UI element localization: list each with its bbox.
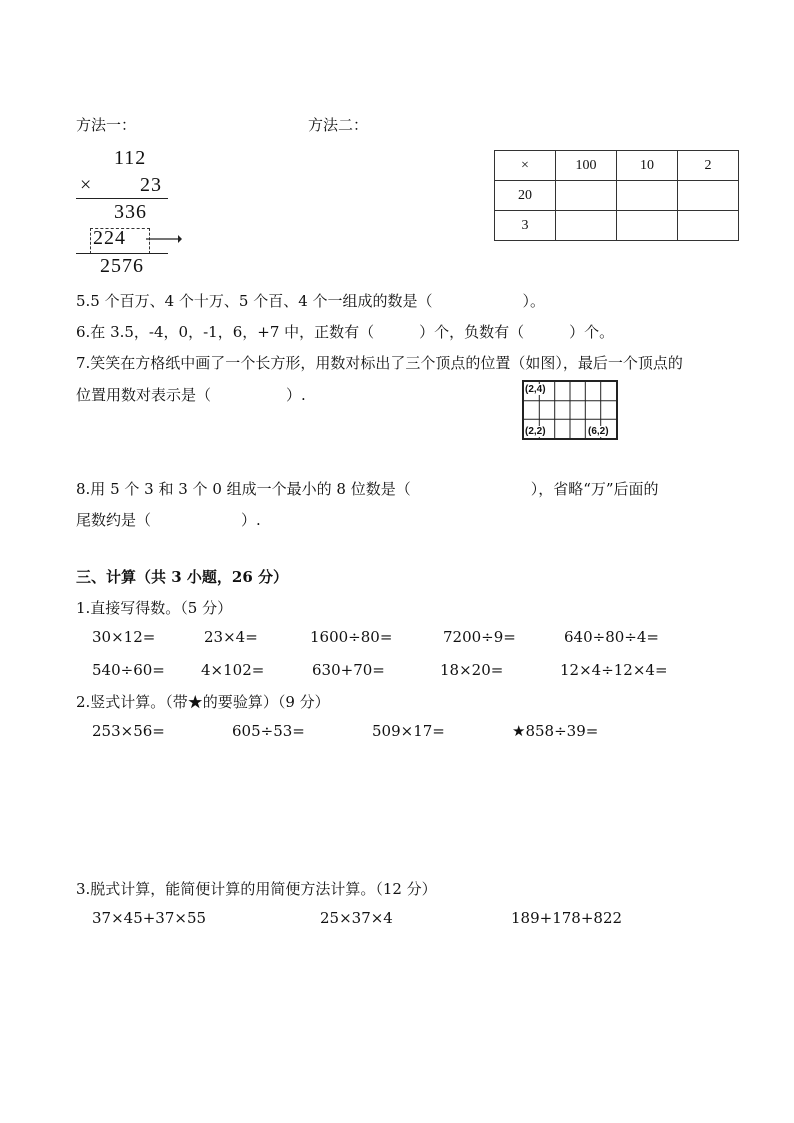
oral-calc-item: 18×20= — [440, 661, 504, 679]
table-row — [495, 211, 739, 241]
column-calc-item: 509×17= — [372, 722, 445, 740]
stepwise-calc-item: 25×37×4 — [320, 909, 393, 927]
table-cell: 2 — [678, 151, 739, 181]
arrow-right-icon — [146, 232, 182, 246]
oral-calc-item: 7200÷9= — [443, 628, 516, 646]
vm-row5: 2576 — [100, 255, 144, 277]
vm-line-2 — [76, 253, 168, 254]
table-header-row — [495, 151, 739, 181]
question-8-line1: 8.用 5 个 3 和 3 个 0 组成一个最小的 8 位数是（ ），省略“万”后面的 — [76, 480, 659, 498]
table-cell-blank[interactable] — [556, 181, 617, 211]
question-8-line2: 尾数约是（ ）. — [76, 511, 261, 529]
table-cell-blank[interactable] — [556, 211, 617, 241]
table-cell: 3 — [495, 211, 556, 241]
table-row — [495, 181, 739, 211]
part-3-title: 3.脱式计算，能简便计算的用简便方法计算。（12 分） — [76, 880, 437, 898]
table-cell: 100 — [556, 151, 617, 181]
method-one-label: 方法一： — [76, 116, 137, 134]
oral-calc-item: 30×12= — [92, 628, 156, 646]
table-cell: 20 — [495, 181, 556, 211]
vm-row4: 224 — [93, 227, 126, 249]
vm-line-1 — [76, 198, 168, 199]
grid-label-a: (2,4) — [525, 384, 546, 395]
question-7-line2: 位置用数对表示是（ ）. — [76, 386, 306, 404]
grid-label-b: (2,2) — [525, 426, 546, 437]
question-7-line1: 7.笑笑在方格纸中画了一个长方形，用数对标出了三个顶点的位置（如图），最后一个顶点的 — [76, 354, 683, 372]
vm-row2: 23 — [140, 174, 162, 196]
question-5: 5.5 个百万、4 个十万、5 个百、4 个一组成的数是（ ）。 — [76, 292, 546, 310]
table-cell: × — [495, 151, 556, 181]
table-cell-blank[interactable] — [617, 181, 678, 211]
stepwise-calc-item: 189+178+822 — [511, 909, 623, 927]
vm-row3: 336 — [114, 201, 147, 223]
question-6: 6.在 3.5，-4，0，-1，6，+7 中，正数有（ ）个，负数有（ ）个。 — [76, 323, 615, 341]
oral-calc-item: 12×4÷12×4= — [560, 661, 668, 679]
method-two-label: 方法二： — [308, 116, 369, 134]
stepwise-calc-item: 37×45+37×55 — [92, 909, 207, 927]
oral-calc-item: 4×102= — [201, 661, 265, 679]
table-cell-blank[interactable] — [617, 211, 678, 241]
table-cell-blank[interactable] — [678, 211, 739, 241]
table-cell-blank[interactable] — [678, 181, 739, 211]
coordinate-grid-figure — [522, 380, 618, 440]
column-calc-item: 253×56= — [92, 722, 165, 740]
vm-times-sign: × — [80, 174, 93, 196]
grid-label-c: (6,2) — [588, 426, 609, 437]
oral-calc-item: 1600÷80= — [310, 628, 393, 646]
vm-row1: 112 — [114, 147, 147, 169]
table-cell: 10 — [617, 151, 678, 181]
oral-calc-item: 630+70= — [312, 661, 385, 679]
oral-calc-item: 640÷80÷4= — [564, 628, 659, 646]
column-calc-item: 605÷53= — [232, 722, 305, 740]
part-1-title: 1.直接写得数。（5 分） — [76, 599, 233, 617]
oral-calc-item: 540÷60= — [92, 661, 165, 679]
column-calc-item: ★858÷39= — [512, 722, 599, 740]
multiplication-table — [494, 150, 739, 241]
section-3-title: 三、计算（共 3 小题，26 分） — [76, 568, 288, 586]
part-2-title: 2.竖式计算。（带★的要验算）（9 分） — [76, 693, 330, 711]
oral-calc-item: 23×4= — [204, 628, 258, 646]
